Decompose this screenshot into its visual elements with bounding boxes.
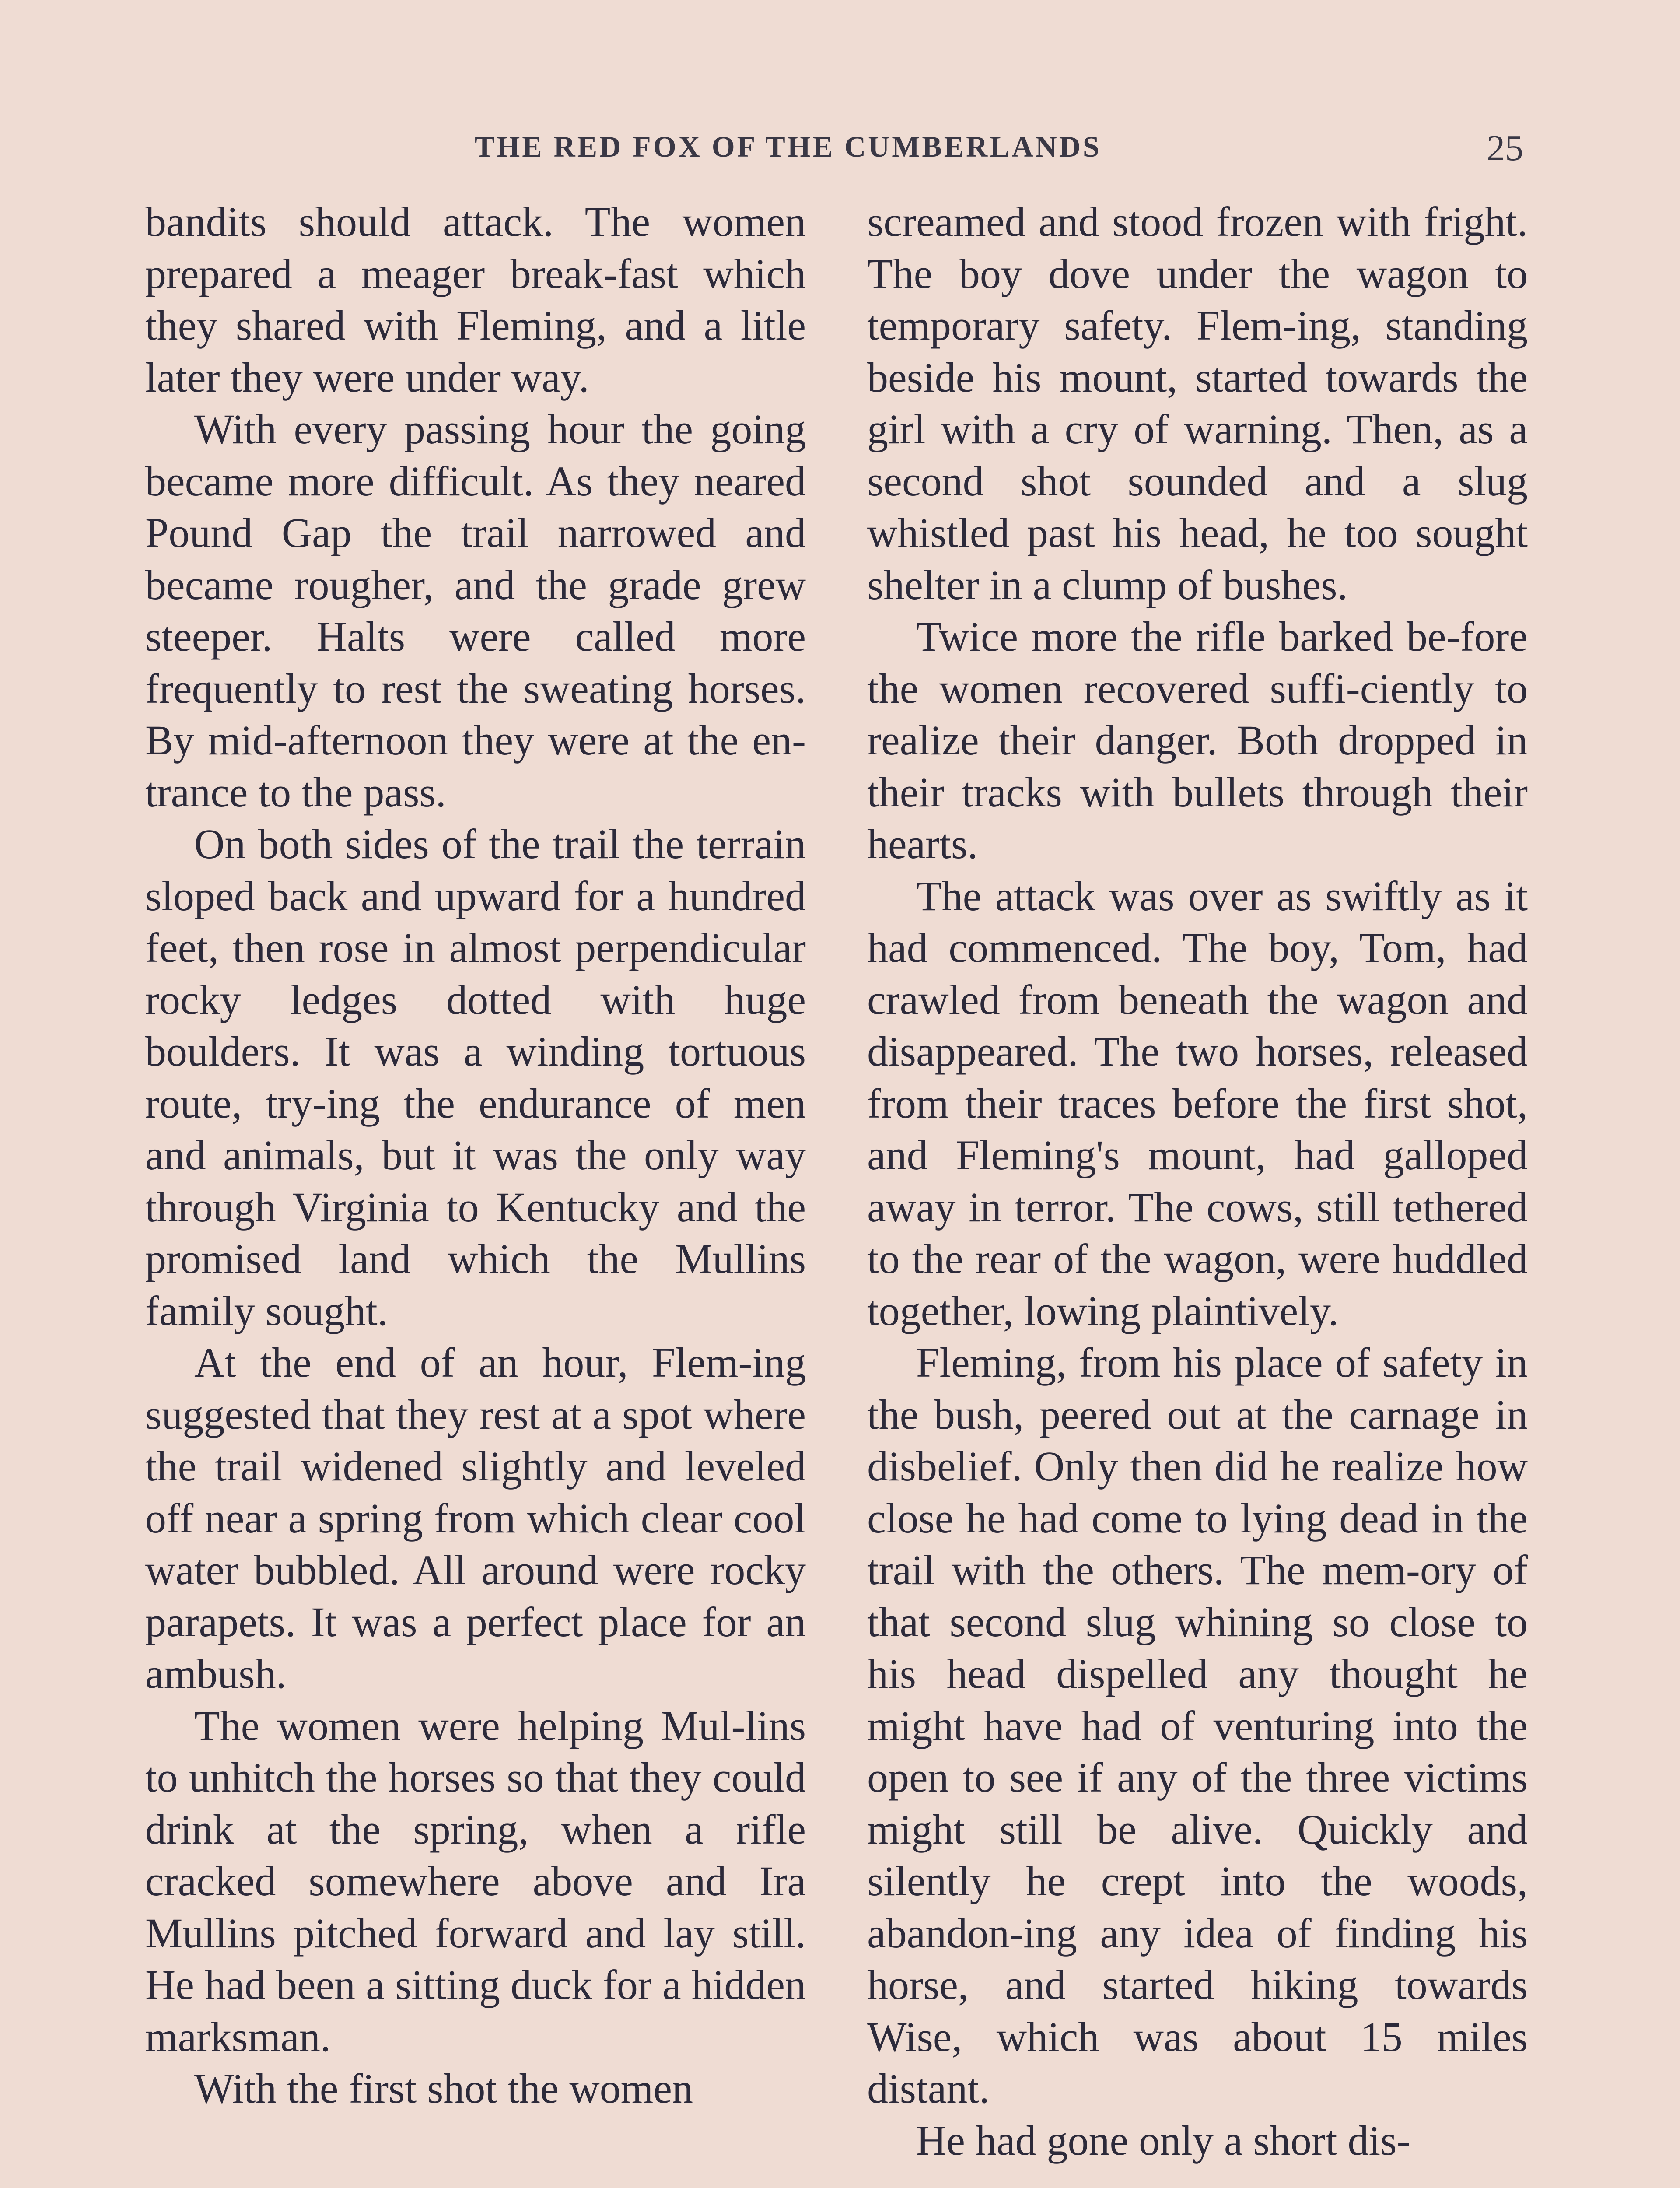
paragraph: With the first shot the women [194,2065,693,2112]
paragraph: At the end of an hour, Flem-ing suggested that they rest at a spot where the trail widened slightly and leveled off near a spring from which clear cool water bubbled. All around were rocky parapets. It was a perfect place for an ambush. [145,1339,806,1697]
paragraph: bandits should attack. The women prepared a meager break-fast which they shared with Fleming, and a litle later they were under way. [145,198,806,401]
paragraph: He had gone only a short dis- [916,2117,1411,2164]
right-text-column [867,196,1528,2167]
paragraph: Twice more the rifle barked be-fore the women recovered suffi-ciently to realize their danger. Both dropped in their tracks with bullets through their hearts. [867,613,1528,867]
paragraph: On both sides of the trail the terrain sloped back and upward for a hundred feet, then rose in almost perpendicular rocky ledges dotted with huge boulders. It was a winding tortuous route, try-ing the endurance of men and animals, but it was the only way through Virginia to Kentucky and the promised land which the Mullins family sought. [145,820,806,1334]
paragraph: With every passing hour the going became more difficult. As they neared Pound Gap the trail narrowed and became rougher, and the grade grew steeper. Halts were called more frequently to rest the sweating horses. By mid-afternoon they were at the en-trance to the pass. [145,406,806,816]
page-number: 25 [1487,128,1523,168]
left-text-column [145,196,806,2115]
running-title: THE RED FOX OF THE CUMBERLANDS [475,130,1102,163]
paragraph: Fleming, from his place of safety in the bush, peered out at the carnage in disbelief. Only then did he realize how close he had come to lying dead in the trail with the others. The mem-ory of that second slug whining so close to his head dispelled any thought he might have had of venturing into the open to see if any of the three victims might still be alive. Quickly and silently he crept into the woods, abandon-ing any idea of finding his horse, and started hiking towards Wise, which was about 15 miles distant. [867,1339,1528,2112]
paragraph: The women were helping Mul-lins to unhitch the horses so that they could drink at the spring, when a rifle cracked somewhere above and Ira Mullins pitched forward and lay still. He had been a sitting duck for a hidden marksman. [145,1702,806,2060]
paragraph: The attack was over as swiftly as it had commenced. The boy, Tom, had crawled from beneath the wagon and disappeared. The two horses, released from their traces before the first shot, and Fleming's mount, had galloped away in terror. The cows, still tethered to the rear of the wagon, were huddled together, lowing plaintively. [867,872,1528,1334]
paragraph: screamed and stood frozen with fright. The boy dove under the wagon to temporary safety. Flem-ing, standing beside his mount, started towards the girl with a cry of warning. Then, as a second shot sounded and a slug whistled past his head, he too sought shelter in a clump of bushes. [867,198,1528,608]
